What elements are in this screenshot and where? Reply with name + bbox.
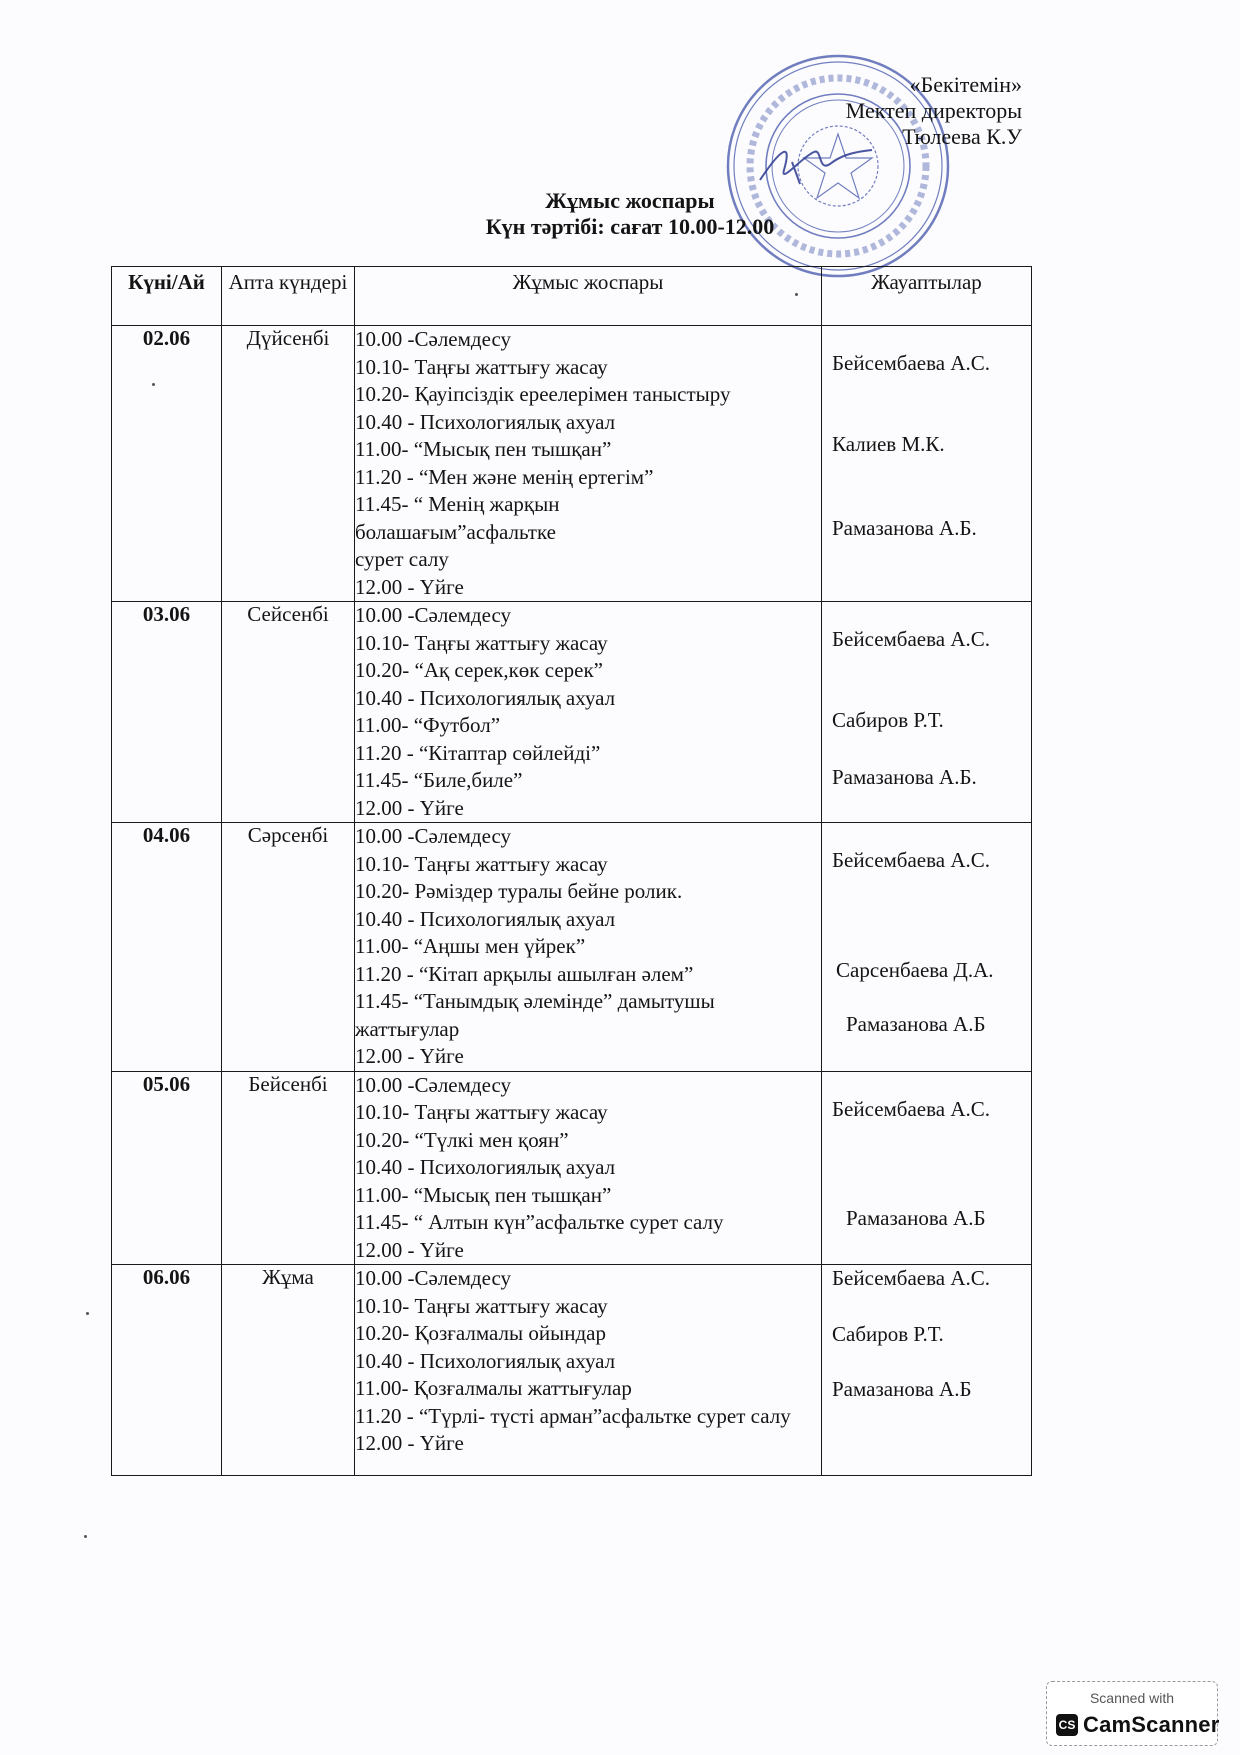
responsible-person: Сабиров Р.Т. xyxy=(832,708,944,732)
watermark-brand: CamScanner xyxy=(1083,1712,1220,1737)
row-date: 03.06 xyxy=(112,602,222,823)
approval-line3: Тюлеева К.У xyxy=(902,124,1022,149)
activity-item: 10.10- Таңғы жаттығу жасау xyxy=(355,851,608,876)
activity-item: 10.10- Таңғы жаттығу жасау xyxy=(355,1100,608,1124)
activity-item: 11.00- “Мысық пен тышқан” xyxy=(355,1182,612,1207)
activity-item: 10.00 -Сәлемдесу xyxy=(355,824,511,848)
activity-item: 10.00 -Сәлемдесу xyxy=(355,603,511,627)
activity-item: 12.00 - Үйге xyxy=(355,1431,464,1455)
activity-item: 10.40 - Психологиялық ахуал xyxy=(355,409,616,434)
table-row xyxy=(112,326,1032,602)
row-activities xyxy=(355,1265,822,1476)
row-date: 05.06 xyxy=(112,1071,222,1265)
row-weekday: Дүйсенбі xyxy=(222,326,355,602)
row-date: 04.06 xyxy=(112,823,222,1072)
row-activities xyxy=(355,602,822,823)
row-responsible xyxy=(822,1071,1032,1265)
activity-item: 11.00- “Мысық пен тышқан” xyxy=(355,437,612,461)
activity-item: 10.00 -Сәлемдесу xyxy=(355,327,511,351)
activity-item: 12.00 - Үйге xyxy=(355,574,464,599)
row-responsible xyxy=(822,1265,1032,1476)
activity-item: 10.40 - Психологиялық ахуал xyxy=(355,1348,616,1373)
row-weekday: Бейсенбі xyxy=(222,1071,355,1265)
row-date: 06.06 xyxy=(112,1265,222,1476)
row-date: 02.06 xyxy=(112,326,222,602)
responsible-person: Сарсенбаева Д.А. xyxy=(836,958,994,982)
activity-item: 10.40 - Психологиялық ахуал xyxy=(355,685,616,710)
activity-item: 11.45- “ Менің жарқын болашағым”асфальтке сурет салу xyxy=(355,492,560,571)
activity-item: 10.10- Таңғы жаттығу жасау xyxy=(355,354,608,379)
activity-item: 10.00 -Сәлемдесу xyxy=(355,1266,511,1290)
activity-item: 12.00 - Үйге xyxy=(355,1237,464,1262)
row-activities xyxy=(355,823,822,1072)
activity-item: 10.00 -Сәлемдесу xyxy=(355,1072,511,1097)
row-responsible xyxy=(822,326,1032,602)
row-activities xyxy=(355,1071,822,1265)
activity-item: 11.20 - “Мен және менің ертегім” xyxy=(355,464,654,489)
activity-item: 10.40 - Психологиялық ахуал xyxy=(355,1155,616,1179)
activity-item: 11.45- “Танымдық әлемінде” дамытушы жаттығулар xyxy=(355,989,715,1041)
responsible-person: Рамазанова А.Б xyxy=(846,1012,986,1036)
activity-item: 10.20- Қозғалмалы ойындар xyxy=(355,1321,606,1345)
table-header-row xyxy=(112,267,1032,326)
responsible-person: Рамазанова А.Б xyxy=(846,1205,986,1230)
activity-item: 10.10- Таңғы жаттығу жасау xyxy=(355,1293,608,1318)
activity-item: 11.20 - “Кітаптар сөйлейді” xyxy=(355,740,601,765)
header-weekday: Апта күндері xyxy=(222,267,355,326)
responsible-person: Бейсембаева А.С. xyxy=(832,1266,991,1290)
scan-speck xyxy=(152,383,155,386)
watermark-caption: Scanned with xyxy=(1089,1690,1175,1706)
approval-line1: «Бекітемін» xyxy=(909,72,1022,97)
responsible-person: Бейсембаева А.С. xyxy=(832,351,991,375)
table-row xyxy=(112,1071,1032,1265)
responsible-person: Рамазанова А.Б. xyxy=(832,765,977,789)
approval-block xyxy=(846,72,1022,150)
responsible-person: Бейсембаева А.С. xyxy=(832,1096,991,1121)
row-activities xyxy=(355,326,822,602)
row-weekday: Сейсенбі xyxy=(222,602,355,823)
approval-line2: Мектеп директоры xyxy=(845,98,1022,123)
activity-item: 11.45- “Биле,биле” xyxy=(355,768,523,792)
activity-item: 11.00- “Футбол” xyxy=(355,713,501,737)
document-subtitle: Күн тәртібі: сағат 10.00-12.00 xyxy=(485,214,775,239)
responsible-person: Рамазанова А.Б xyxy=(832,1377,972,1401)
document-title: Жұмыс жоспары xyxy=(545,188,715,213)
activity-item: 11.00- Қозғалмалы жаттығулар xyxy=(355,1376,632,1400)
table-row xyxy=(112,602,1032,823)
activity-item: 10.20- Рәміздер туралы бейне ролик. xyxy=(355,879,683,903)
activity-item: 10.40 - Психологиялық ахуал xyxy=(355,906,616,931)
activity-item: 10.20- “Түлкі мен қоян” xyxy=(355,1127,569,1152)
scan-speck xyxy=(84,1535,87,1538)
activity-item: 10.20- Қауіпсіздік ереелерімен таныстыру xyxy=(355,382,731,406)
schedule-table xyxy=(111,266,1032,1476)
camscanner-watermark xyxy=(1046,1681,1218,1746)
activity-item: 10.20- “Ақ серек,көк серек” xyxy=(355,658,604,682)
header-responsible: Жауаптылар xyxy=(822,267,1032,326)
table-row xyxy=(112,823,1032,1072)
camscanner-logo-icon: CS xyxy=(1056,1714,1078,1736)
responsible-person: Сабиров Р.Т. xyxy=(832,1322,944,1346)
scan-speck xyxy=(795,293,798,296)
activity-item: 10.10- Таңғы жаттығу жасау xyxy=(355,630,608,655)
activity-item: 12.00 - Үйге xyxy=(355,795,464,820)
row-weekday: Жұма xyxy=(222,1265,355,1476)
header-plan: Жұмыс жоспары xyxy=(355,267,822,326)
responsible-person: Бейсембаева А.С. xyxy=(832,848,991,872)
row-weekday: Сәрсенбі xyxy=(222,823,355,1072)
scan-speck xyxy=(86,1312,89,1315)
header-date: Күні/Ай xyxy=(112,267,222,326)
activity-item: 11.45- “ Алтын күн”асфальтке сурет салу xyxy=(355,1210,724,1234)
responsible-person: Рамазанова А.Б. xyxy=(832,516,977,540)
activity-item: 12.00 - Үйге xyxy=(355,1044,464,1068)
row-responsible xyxy=(822,823,1032,1072)
responsible-person: Калиев М.К. xyxy=(832,432,945,456)
row-responsible xyxy=(822,602,1032,823)
responsible-person: Бейсембаева А.С. xyxy=(832,627,991,651)
table-row xyxy=(112,1265,1032,1476)
activity-item: 11.20 - “Кітап арқылы ашылған әлем” xyxy=(355,961,694,986)
activity-item: 11.00- “Аңшы мен үйрек” xyxy=(355,934,586,958)
activity-item: 11.20 - “Түрлі- түсті арман”асфальтке сурет салу xyxy=(355,1403,791,1428)
